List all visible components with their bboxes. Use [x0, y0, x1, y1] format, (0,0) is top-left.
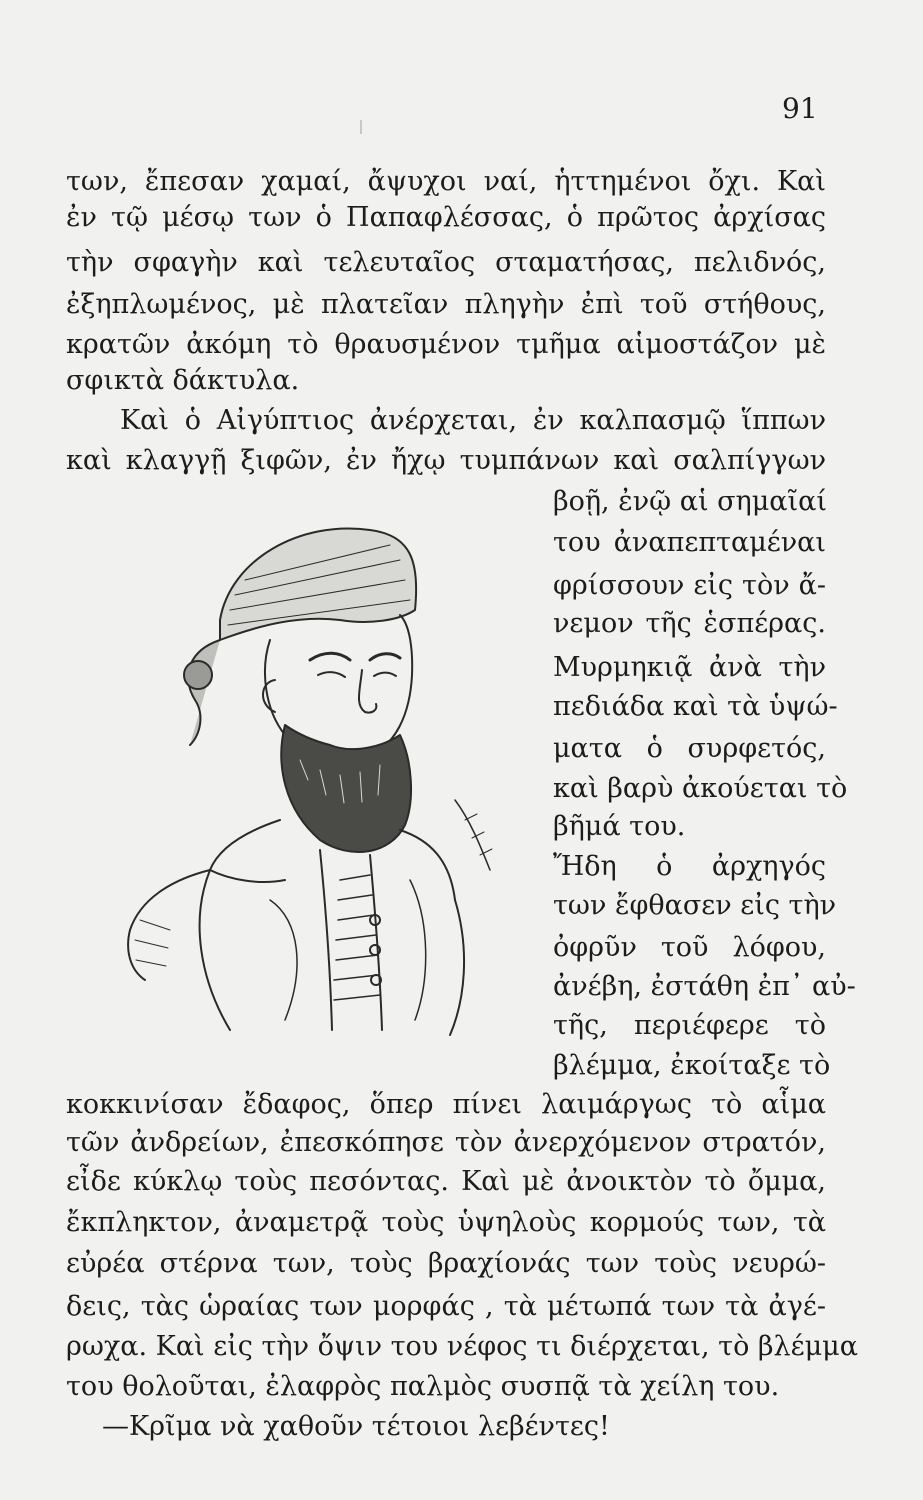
text-line-30: ρωχα. Καὶ εἰς τὴν ὄψιν του νέφος τι διέρχεται, τὸ βλέμμα — [66, 1331, 858, 1362]
text-line-26: εἶδε κύκλῳ τοὺς πεσόντας. Καὶ μὲ ἀνοικτὸν τὸ ὄμμα, — [66, 1166, 826, 1197]
text-line-14: πεδιάδα καὶ τὰ ὑψώ- — [553, 691, 838, 722]
paper-mark — [360, 120, 362, 134]
page-number: 91 — [782, 92, 818, 125]
text-line-6: σφικτὰ δάκτυλα. — [66, 365, 300, 396]
text-line-13: Μυρμηκιᾷ ἀνὰ τὴν — [553, 652, 826, 683]
text-line-21: ἀνέβη, ἐστάθη ἐπ᾽ αὐ- — [553, 971, 856, 1002]
text-line-31: του θολοῦται, ἐλαφρὸς παλμὸς συσπᾷ τὰ χείλη του. — [66, 1371, 780, 1402]
text-line-17: βῆμά του. — [553, 811, 686, 842]
text-line-19: των ἔφθασεν εἰς τὴν — [553, 890, 837, 921]
text-line-24: κοκκινίσαν ἔδαφος, ὅπερ πίνει λαιμάργως τὸ αἷμα — [66, 1089, 826, 1120]
text-line-29: δεις, τὰς ὡραίας των μορφάς , τὰ μέτωπά των τὰ ἀγέ- — [66, 1291, 826, 1322]
text-line-2: ἐν τῷ μέσῳ των ὁ Παπαφλέσσας, ὁ πρῶτος ἀρχίσας — [66, 202, 826, 233]
text-line-11: φρίσσουν εἰς τὸν ἄ- — [553, 570, 826, 601]
text-line-8: καὶ κλαγγῇ ξιφῶν, ἐν ἤχῳ τυμπάνων καὶ σαλπίγγων — [66, 445, 826, 476]
text-line-1: των, ἔπεσαν χαμαί, ἄψυχοι ναί, ἡττημένοι ὄχι. Καὶ — [66, 166, 826, 197]
text-line-18: Ἤδη ὁ ἀρχηγός — [553, 851, 826, 882]
text-line-28: εὐρέα στέρνα των, τοὺς βραχίονάς των τοὺς νευρώ- — [66, 1248, 826, 1279]
text-line-22: τῆς, περιέφερε τὸ — [553, 1010, 826, 1041]
text-line-16: καὶ βαρὺ ἀκούεται τὸ — [553, 773, 848, 804]
text-line-27: ἔκπληκτον, ἀναμετρᾷ τοὺς ὑψηλοὺς κορμούς των, τὰ — [66, 1207, 826, 1238]
text-line-7: Καὶ ὁ Αἰγύπτιος ἀνέρχεται, ἐν καλπασμῷ ἵππων — [120, 405, 826, 436]
text-line-25: τῶν ἀνδρείων, ἐπεσκόπησε τὸν ἀνερχόμενον στρατόν, — [66, 1127, 826, 1158]
text-line-12: νεμον τῆς ἑσπέρας. — [553, 608, 826, 639]
text-line-5: κρατῶν ἀκόμη τὸ θραυσμένον τμῆμα αἱμοστάζον μὲ — [66, 329, 826, 360]
text-line-23: βλέμμα, ἐκοίταξε τὸ — [553, 1050, 831, 1081]
text-line-20: ὀφρῦν τοῦ λόφου, — [553, 932, 826, 963]
text-line-15: ματα ὁ συρφετός, — [553, 733, 826, 764]
text-line-4: ἐξηπλωμένος, μὲ πλατεῖαν πληγὴν ἐπὶ τοῦ στήθους, — [66, 289, 826, 320]
text-line-9: βοῇ, ἐνῷ αἱ σημαῖαί — [553, 486, 827, 517]
text-line-3: τὴν σφαγὴν καὶ τελευταῖος σταματήσας, πελιδνός, — [66, 247, 826, 278]
portrait-illustration — [70, 500, 550, 1040]
text-line-32: —Κρῖμα νὰ χαθοῦν τέτοιοι λεβέντες! — [102, 1411, 610, 1442]
text-line-10: του ἀναπεπταμέναι — [553, 527, 826, 558]
